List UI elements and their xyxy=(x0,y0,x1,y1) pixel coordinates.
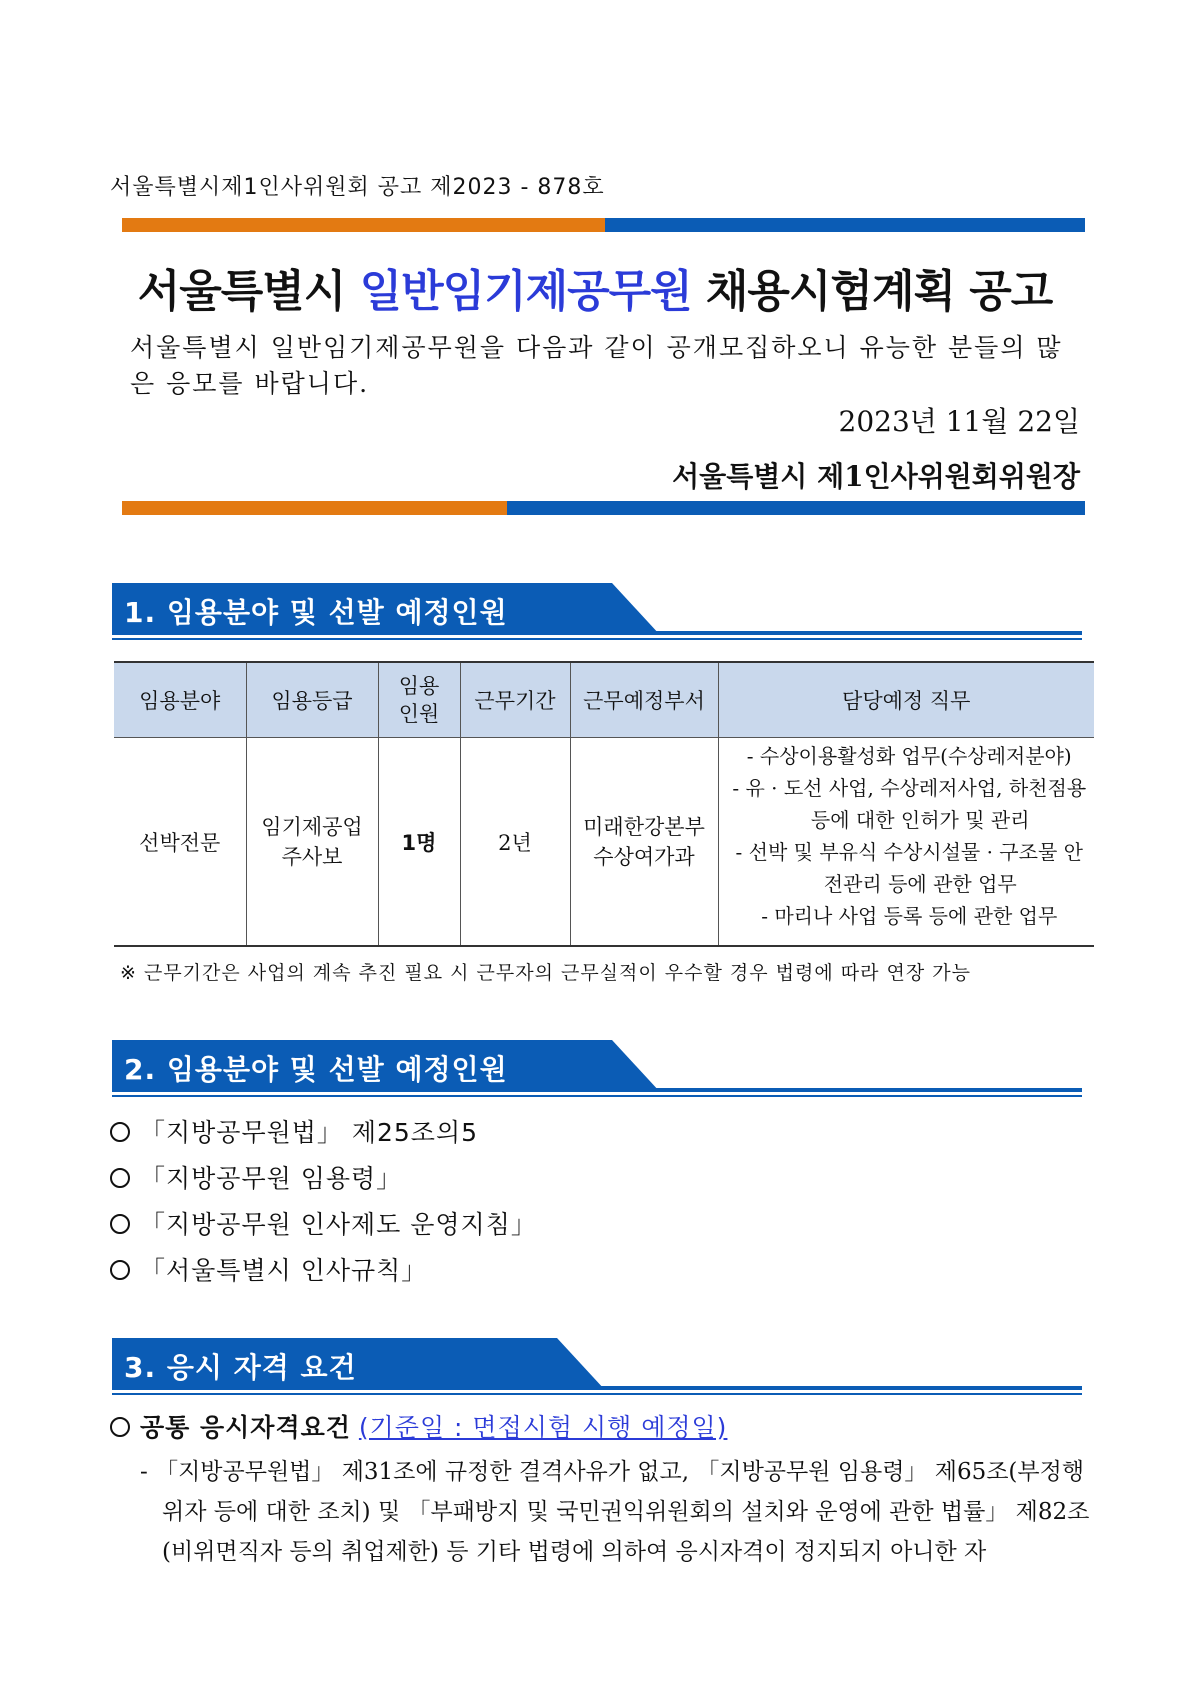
col-header: 임용분야 xyxy=(114,662,246,738)
section-1-header xyxy=(112,583,1082,635)
requirement-body xyxy=(140,1452,1090,1572)
circle-bullet-icon xyxy=(110,1260,130,1280)
cell-period: 2년 xyxy=(460,738,570,947)
law-item: 「지방공무원 인사제도 운영지침」 xyxy=(110,1205,537,1241)
circle-bullet-icon xyxy=(110,1168,130,1188)
col-header: 근무예정부서 xyxy=(570,662,718,738)
duty-item: - 마리나 사업 등록 등에 관한 업무 xyxy=(761,904,1058,928)
cell-dept: 미래한강본부 수상여가과 xyxy=(570,738,718,947)
cell-duties xyxy=(718,738,1094,947)
law-item: 「지방공무원 임용령」 xyxy=(110,1159,402,1195)
cell-count: 1명 xyxy=(378,738,460,947)
bottom-divider xyxy=(122,501,507,515)
page-title xyxy=(0,255,1190,319)
circle-bullet-icon xyxy=(110,1122,130,1142)
cell-grade: 임기제공업 주사보 xyxy=(246,738,378,947)
law-item: 「서울특별시 인사규칙」 xyxy=(110,1251,427,1287)
col-header: 임용등급 xyxy=(246,662,378,738)
bottom-divider-blue xyxy=(507,501,1085,515)
recruitment-table xyxy=(114,661,1094,947)
section-3-title: 3. 응시 자격 요건 xyxy=(124,1351,357,1384)
requirement-title: 공통 응시자격요건 xyxy=(140,1413,351,1442)
intro-text: 서울특별시 일반임기제공무원을 다음과 같이 공개모집하오니 유능한 분들의 많은 응모를 바랍니다. xyxy=(130,333,1063,398)
col-header: 담당예정 직무 xyxy=(718,662,1094,738)
table-row xyxy=(114,738,1094,947)
section-2-header xyxy=(112,1040,1082,1092)
notice-date: 2023년 11월 22일 xyxy=(838,405,1080,438)
duty-item: - 수상이용활성화 업무(수상레저분야) xyxy=(746,744,1072,768)
table-note: ※ 근무기간은 사업의 계속 추진 필요 시 근무자의 근무실적이 우수할 경우 법령에 따라 연장 가능 xyxy=(120,962,971,984)
section-1-title: 1. 임용분야 및 선발 예정인원 xyxy=(124,596,508,629)
duty-item: - 선박 및 부유식 수상시설물 · 구조물 안전관리 등에 관한 업무 xyxy=(735,840,1083,896)
table-header-row xyxy=(114,662,1094,738)
title-highlight: 일반임기제공무원 xyxy=(359,266,692,317)
cell-field: 선박전문 xyxy=(114,738,246,947)
law-item: 「지방공무원법」 제25조의5 xyxy=(110,1113,478,1149)
circle-bullet-icon xyxy=(110,1214,130,1234)
col-header: 임용 인원 xyxy=(378,662,460,738)
requirement-heading xyxy=(110,1408,727,1444)
title-prefix: 서울특별시 xyxy=(137,266,346,317)
section-3-header xyxy=(112,1338,1082,1390)
reference-date-link[interactable]: (기준일 : 면접시험 시행 예정일) xyxy=(358,1413,728,1442)
circle-bullet-icon xyxy=(110,1417,130,1437)
duty-item: - 유 · 도선 사업, 수상레저사업, 하천점용 등에 대한 인허가 및 관리 xyxy=(732,776,1087,832)
notice-number: 서울특별시제1인사위원회 공고 제2023 - 878호 xyxy=(110,175,605,200)
col-header: 근무기간 xyxy=(460,662,570,738)
title-suffix: 채용시험계획 공고 xyxy=(705,266,1053,317)
section-2-title: 2. 임용분야 및 선발 예정인원 xyxy=(124,1053,508,1086)
top-divider-blue xyxy=(605,218,1085,232)
requirement-text: - 「지방공무원법」 제31조에 규정한 결격사유가 없고, 「지방공무원 임용령」 제65조(부정행위자 등에 대한 조치) 및 「부패방지 및 국민권익위원회의 설치와 운영에 관한 법률」 제82조(비위면직자 등의 취업제한) 등 기타 법령에 의하여 응시자격이 정지되지 아니한 자 xyxy=(140,1459,1090,1565)
signer: 서울특별시 제1인사위원회위원장 xyxy=(672,460,1080,493)
top-divider xyxy=(122,218,605,232)
